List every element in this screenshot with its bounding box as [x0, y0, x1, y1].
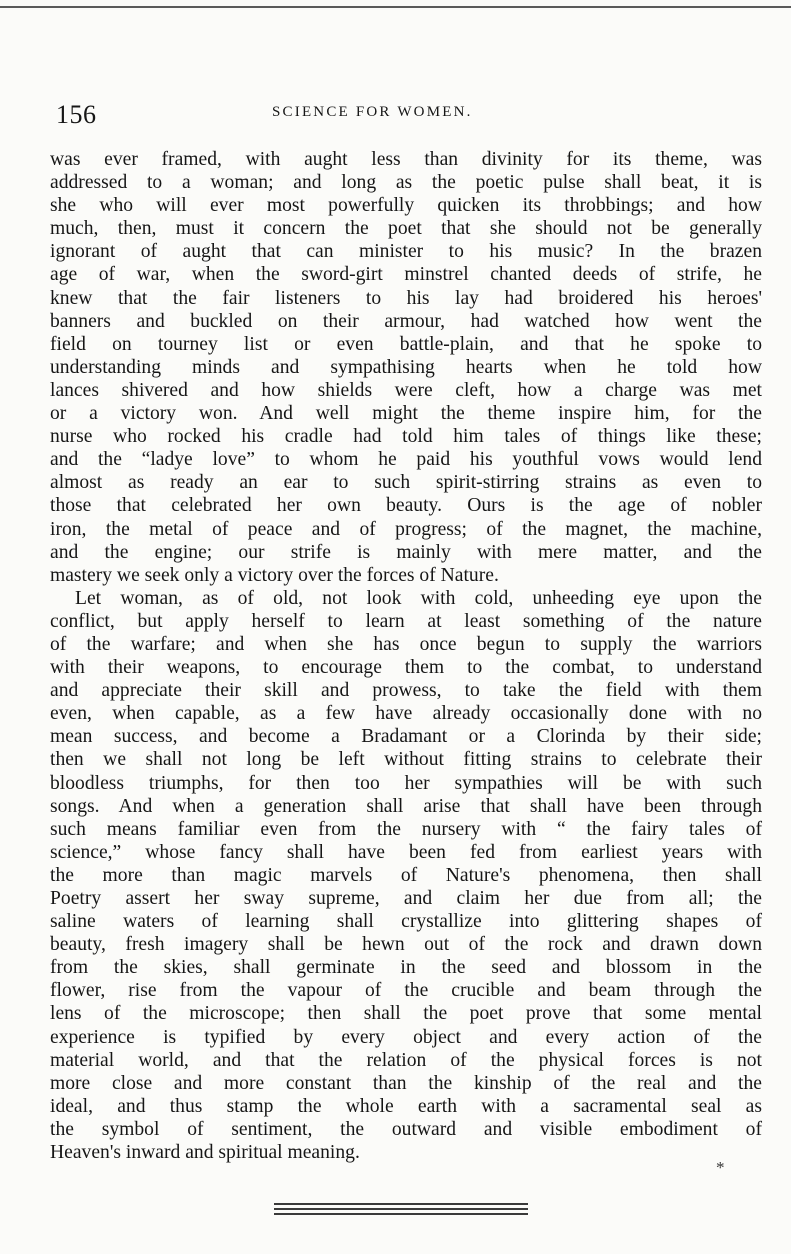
text-line: knew that the fair listeners to his lay had broidered his heroes' [50, 287, 762, 309]
text-line: Let woman, as of old, not look with cold, unheeding eye upon the [75, 587, 762, 609]
text-line: Heaven's inward and spiritual meaning. [50, 1142, 360, 1164]
text-line: material world, and that the relation of the physical forces is not [50, 1049, 762, 1071]
text-line: those that celebrated her own beauty. Ours is the age of nobler [50, 495, 762, 517]
text-line: and appreciate their skill and prowess, to take the field with them [50, 680, 762, 702]
text-line: songs. And when a generation shall arise that shall have been through [50, 795, 762, 817]
text-line: age of war, when the sword-girt minstrel chanted deeds of strife, he [50, 264, 762, 286]
text-line: much, then, must it concern the poet that she should not be generally [50, 218, 762, 240]
text-line: understanding minds and sympathising hearts when he told how [50, 356, 762, 378]
text-line: field on tourney list or even battle-plain, and that he spoke to [50, 333, 762, 355]
text-line: she who will ever most powerfully quicken its throbbings; and how [50, 195, 762, 217]
text-line: mastery we seek only a victory over the forces of Nature. [50, 564, 499, 586]
text-line: or a victory won. And well might the theme inspire him, for the [50, 403, 762, 425]
text-line: nurse who rocked his cradle had told him tales of things like these; [50, 426, 762, 448]
text-line: addressed to a woman; and long as the poetic pulse shall beat, it is [50, 172, 762, 194]
closing-rule-middle [274, 1208, 528, 1210]
text-line: even, when capable, as a few have already occasionally done with no [50, 703, 762, 725]
text-line: from the skies, shall germinate in the seed and blossom in the [50, 957, 762, 979]
top-rule [0, 6, 791, 8]
text-line: the more than magic marvels of Nature's phenomena, then shall [50, 864, 762, 886]
text-line: beauty, fresh imagery shall be hewn out of the rock and drawn down [50, 934, 762, 956]
text-line: lances shivered and how shields were cleft, how a charge was met [50, 379, 762, 401]
text-line: almost as ready an ear to such spirit-stirring strains as even to [50, 472, 762, 494]
text-line: Poetry assert her sway supreme, and claim her due from all; the [50, 888, 762, 909]
paragraph-1 [50, 148, 762, 587]
text-line: conflict, but apply herself to learn at least something of the nature [50, 610, 762, 632]
text-line: iron, the metal of peace and of progress; of the magnet, the machine, [50, 518, 762, 540]
text-line: saline waters of learning shall crystallize into glittering shapes of [50, 911, 762, 933]
text-line: ignorant of aught that can minister to his music? In the brazen [50, 241, 762, 263]
text-line: experience is typified by every object and every action of the [50, 1026, 762, 1048]
closing-rule-top [274, 1203, 528, 1205]
asterisk-ornament: * [716, 1158, 725, 1177]
page-number: 156 [56, 100, 97, 129]
text-line: ideal, and thus stamp the whole earth with a sacramental seal as [50, 1095, 762, 1117]
running-title: SCIENCE FOR WOMEN. [272, 104, 473, 120]
text-line: lens of the microscope; then shall the poet prove that some mental [50, 1003, 762, 1025]
text-line: with their weapons, to encourage them to the combat, to understand [50, 657, 762, 679]
body-text [50, 148, 762, 1164]
text-line: bloodless triumphs, for then too her sympathies will be with such [50, 772, 762, 794]
text-line: was ever framed, with aught less than divinity for its theme, was [50, 149, 762, 170]
text-line: such means familiar even from the nursery with “ the fairy tales of [50, 818, 762, 840]
text-line: then we shall not long be left without fitting strains to celebrate their [50, 749, 762, 771]
text-line: and the “ladye love” to whom he paid his youthful vows would lend [50, 449, 762, 471]
text-line: the symbol of sentiment, the outward and visible embodiment of [50, 1118, 762, 1140]
paragraph-2 [50, 587, 762, 1164]
text-line: mean success, and become a Bradamant or a Clorinda by their side; [50, 726, 762, 748]
text-line: more close and more constant than the kinship of the real and the [50, 1072, 762, 1094]
text-line: and the engine; our strife is mainly with mere matter, and the [50, 541, 762, 563]
closing-rule-bottom [274, 1213, 528, 1215]
text-line: banners and buckled on their armour, had watched how went the [50, 310, 762, 332]
text-line: of the warfare; and when she has once begun to supply the warriors [50, 633, 762, 655]
text-line: science,” whose fancy shall have been fed from earliest years with [50, 841, 762, 863]
text-line: flower, rise from the vapour of the crucible and beam through the [50, 980, 762, 1002]
